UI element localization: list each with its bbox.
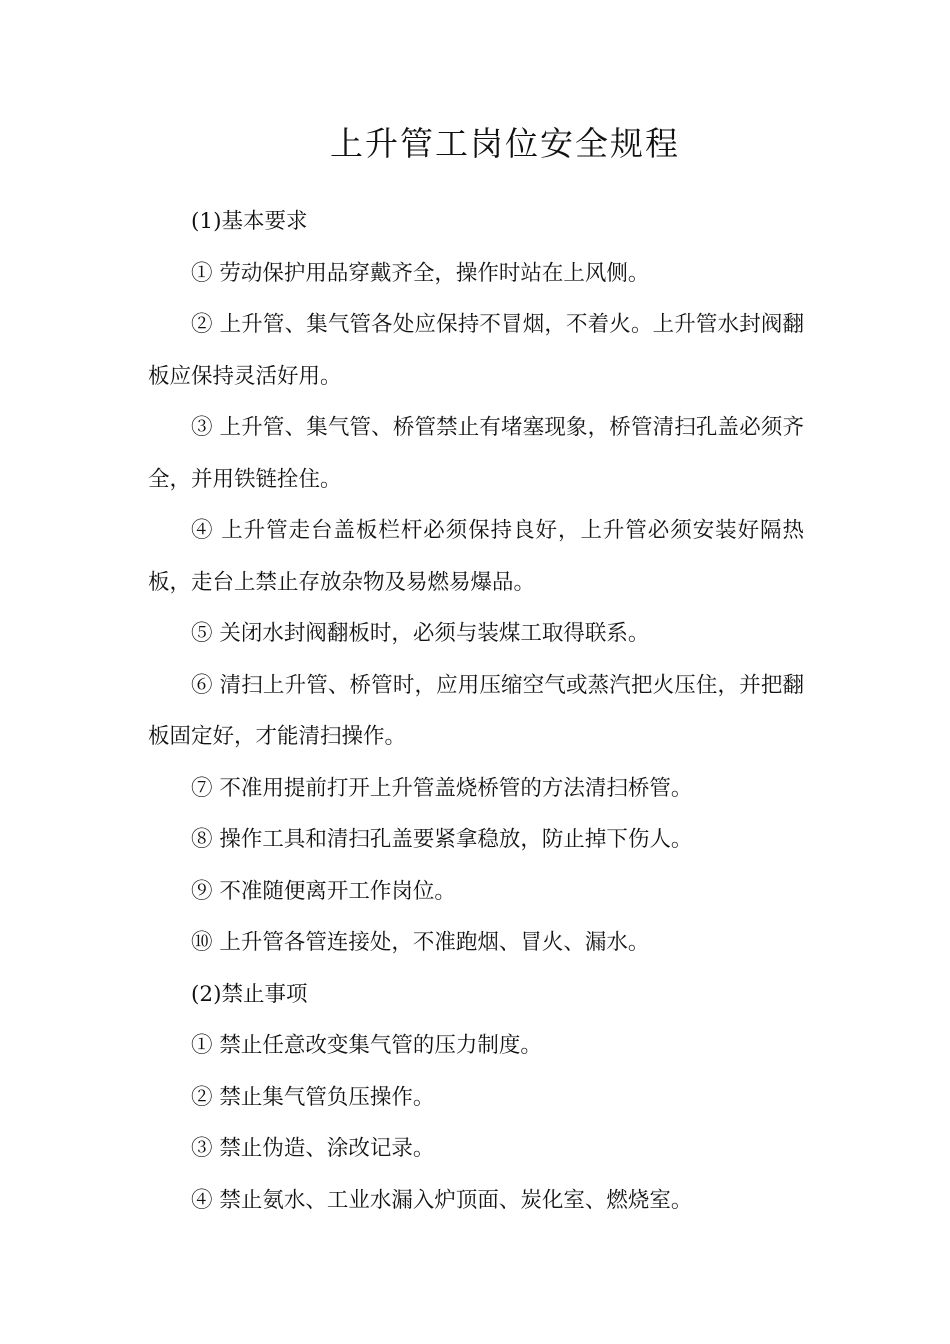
- paragraph: ② 上升管、集气管各处应保持不冒烟，不着火。上升管水封阀翻板应保持灵活好用。: [148, 312, 804, 389]
- paragraph: ② 禁止集气管负压操作。: [191, 1084, 435, 1110]
- paragraph: ④ 上升管走台盖板栏杆必须保持良好，上升管必须安装好隔热板，走台上禁止存放杂物及易燃易爆品。: [148, 518, 804, 595]
- paragraph: ① 禁止任意改变集气管的压力制度。: [191, 1033, 542, 1058]
- document-body: [148, 196, 804, 1226]
- paragraph: ⑤ 关闭水封阀翻板时，必须与装煤工取得联系。: [191, 621, 650, 646]
- document-title: 上升管工岗位安全规程: [330, 124, 680, 163]
- paragraph: ⑦ 不准用提前打开上升管盖烧桥管的方法清扫桥管。: [191, 775, 693, 801]
- paragraph: ③ 禁止伪造、涂改记录。: [191, 1136, 435, 1161]
- paragraph: ⑨ 不准随便离开工作岗位。: [191, 878, 456, 904]
- paragraph: ⑧ 操作工具和清扫孔盖要紧拿稳放，防止掉下伤人。: [191, 827, 693, 852]
- paragraph: ③ 上升管、集气管、桥管禁止有堵塞现象，桥管清扫孔盖必须齐全，并用铁链拴住。: [148, 415, 804, 492]
- paragraph: ④ 禁止氨水、工业水漏入炉顶面、炭化室、燃烧室。: [191, 1187, 693, 1213]
- paragraph: ⑩ 上升管各管连接处，不准跑烟、冒火、漏水。: [191, 930, 650, 955]
- section-heading-prohibitions: (2)禁止事项: [191, 981, 308, 1007]
- section-heading-basic-requirements: (1)基本要求: [191, 209, 308, 234]
- paragraph: ① 劳动保护用品穿戴齐全，操作时站在上风侧。: [191, 260, 650, 286]
- paragraph: ⑥ 清扫上升管、桥管时，应用压缩空气或蒸汽把火压住，并把翻板固定好，才能清扫操作。: [148, 672, 804, 749]
